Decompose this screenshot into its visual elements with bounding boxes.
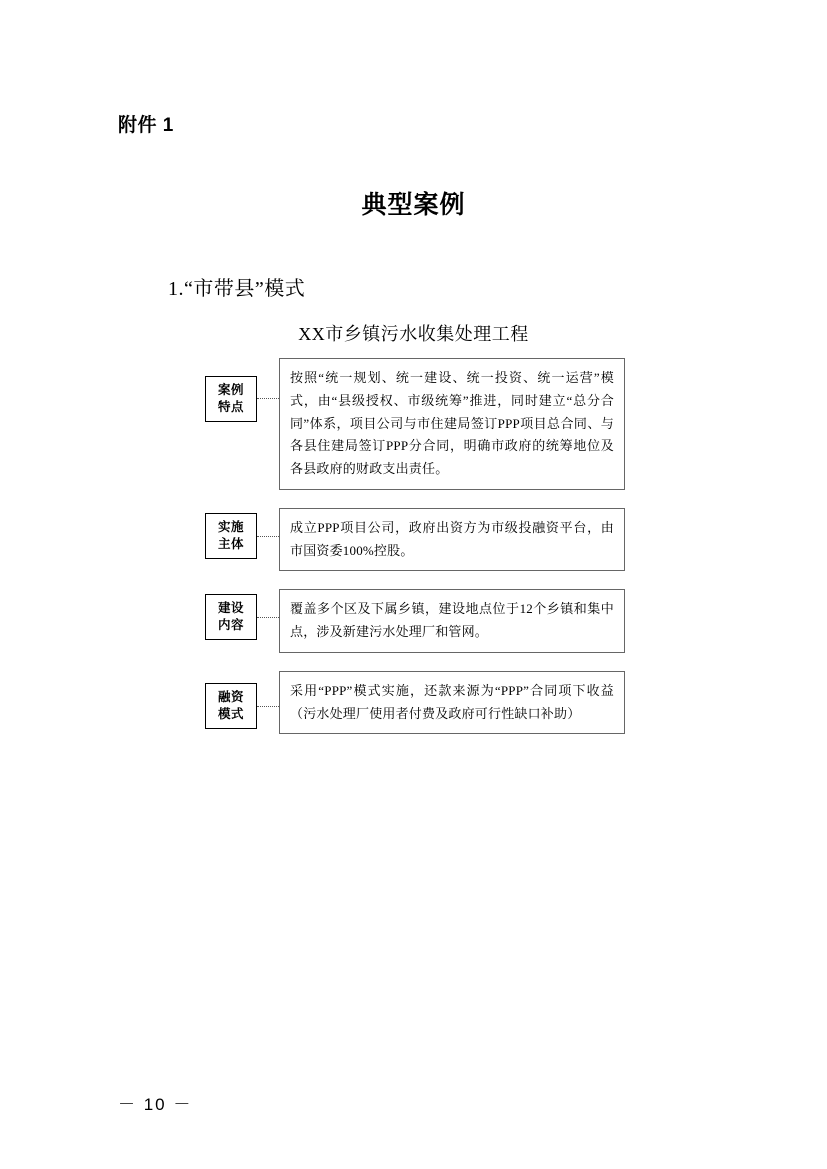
diagram-row-label <box>205 376 257 422</box>
diagram-row <box>205 671 625 735</box>
diagram-row-label <box>205 513 257 559</box>
page-number: － 10 － <box>118 1095 193 1114</box>
diagram-row-content: 成立PPP项目公司，政府出资方为市级投融资平台，由市国资委100%控股。 <box>279 508 625 572</box>
diagram-title: XX市乡镇污水收集处理工程 <box>298 324 529 344</box>
diagram-row-label-line2: 内容 <box>217 618 244 633</box>
diagram-row-label-line1: 融资 <box>217 689 244 704</box>
diagram-row-label-line2: 特点 <box>217 400 244 414</box>
diagram-row-label <box>205 683 257 729</box>
case-diagram <box>205 358 625 752</box>
diagram-row <box>205 589 625 653</box>
diagram-row <box>205 358 625 490</box>
connector-line <box>257 536 279 538</box>
page-title: 典型案例 <box>361 191 466 219</box>
diagram-row-label <box>205 594 257 640</box>
diagram-row-content: 覆盖多个区及下属乡镇，建设地点位于12个乡镇和集中点，涉及新建污水处理厂和管网。 <box>279 589 625 653</box>
diagram-row-label-line1: 案例 <box>217 383 244 398</box>
diagram-row-label-line1: 实施 <box>217 519 244 534</box>
connector-line <box>257 398 279 400</box>
diagram-row-content: 按照“统一规划、统一建设、统一投资、统一运营”模式，由“县级授权、市级统筹”推进，同时建立“总分合同”体系，项目公司与市住建局签订PPP项目总合同、与各县住建局签订PPP分合同，明确市政府的统筹地位及各县政府的财政支出责任。 <box>279 358 625 490</box>
attachment-label: 附件 1 <box>118 115 174 136</box>
diagram-row <box>205 508 625 572</box>
diagram-row-label-line2: 主体 <box>217 536 244 551</box>
connector-line <box>257 706 279 708</box>
connector-line <box>257 617 279 619</box>
diagram-row-content: 采用“PPP”模式实施，还款来源为“PPP”合同项下收益（污水处理厂使用者付费及政府可行性缺口补助） <box>279 671 625 735</box>
diagram-row-label-line1: 建设 <box>217 601 244 616</box>
section-heading: 1.“市带县”模式 <box>168 278 306 300</box>
diagram-row-label-line2: 模式 <box>217 706 244 721</box>
